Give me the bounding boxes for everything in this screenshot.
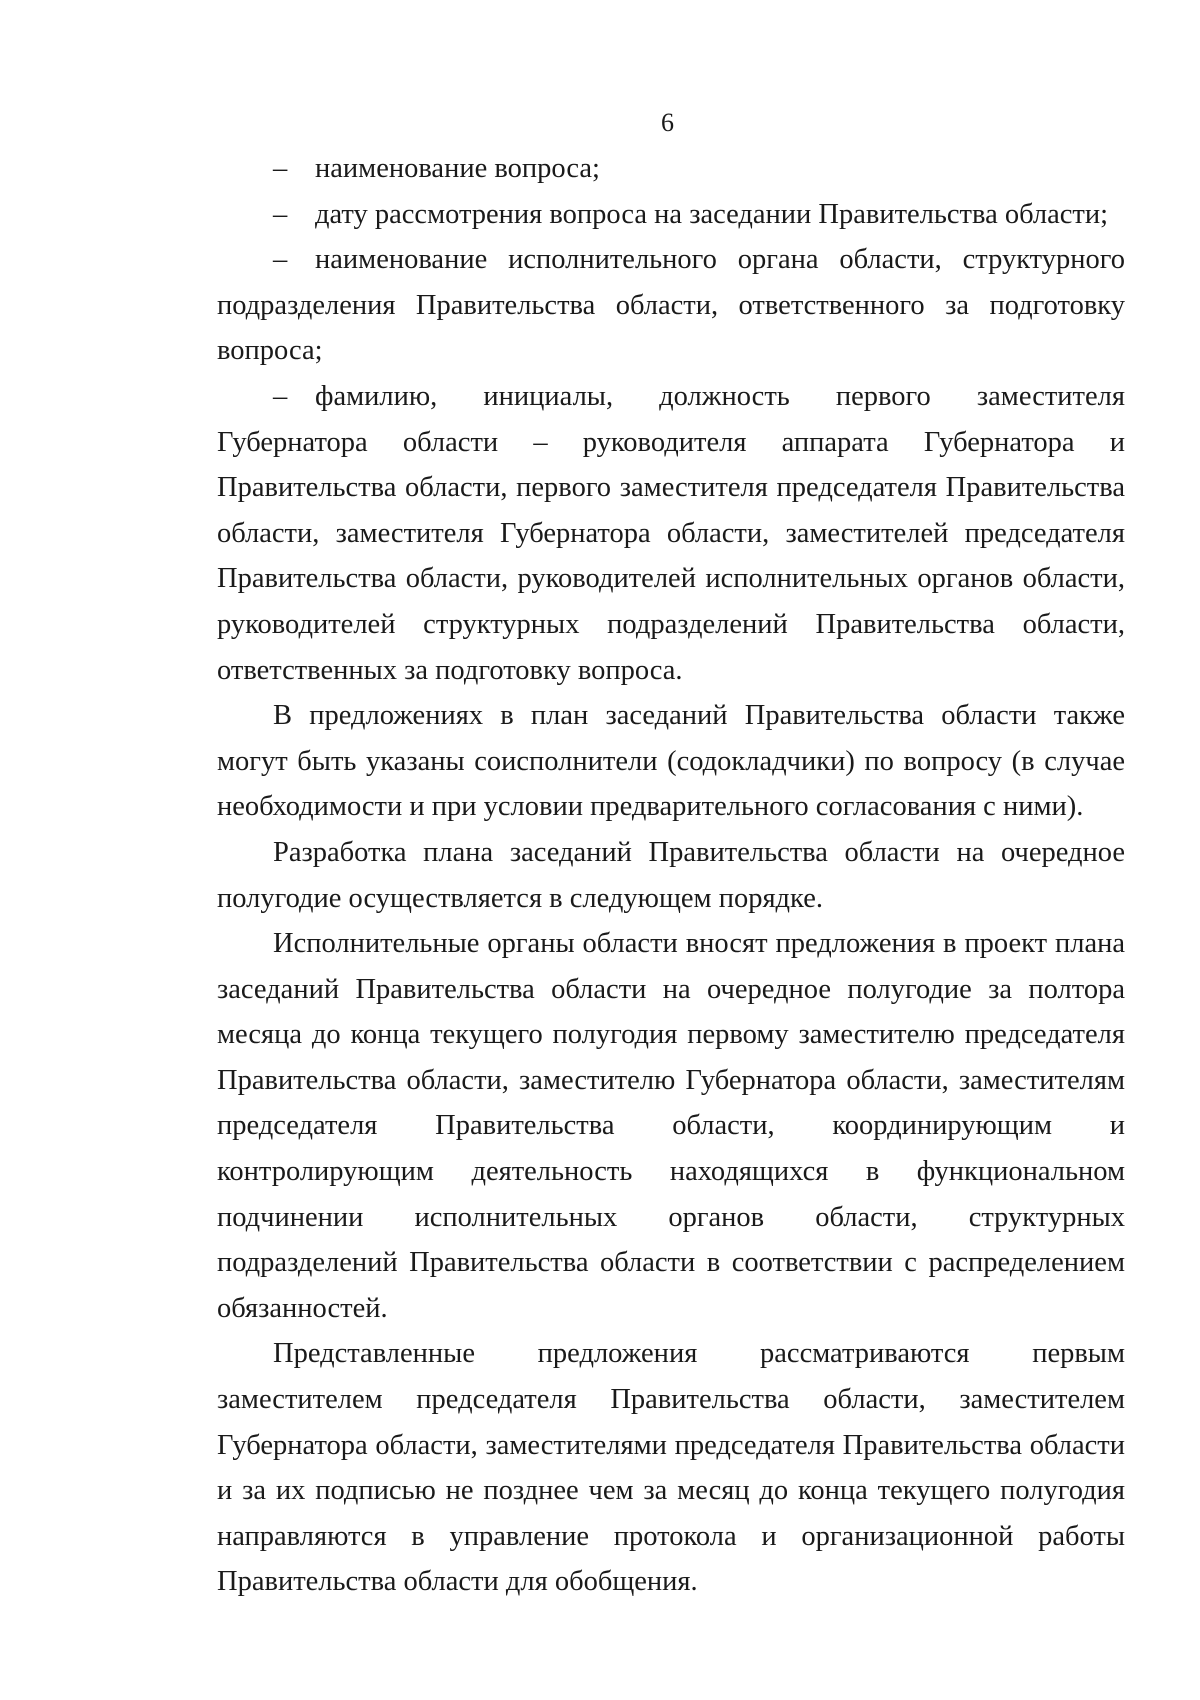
paragraph: Представленные предложения рассматриваются первым заместителем председателя Правительства области, заместителем Губернатора области, заместителями председателя Правительства области и за их подписью не позднее чем за месяц до конца текущего полугодия направляются в управление протокола и организационной работы Правительства области для обобщения. — [217, 1338, 1125, 1598]
paragraph: Исполнительные органы области вносят предложения в проект плана заседаний Правительства области на очередное полугодие за полтора месяца до конца текущего полугодия первому заместителю председателя Правительства области, заместителю Губернатора области, заместителям председателя Правительства области, координирующим и контролирующим деятельность находящихся в функциональном подчинении исполнительных органов области, структурных подразделений Правительства области в соответствии с распределением обязанностей. — [217, 928, 1125, 1324]
list-item-text: наименование вопроса; — [315, 153, 600, 184]
paragraph: Разработка плана заседаний Правительства области на очередное полугодие осуществляется в следующем порядке. — [217, 836, 1125, 914]
page-number: 6 — [661, 108, 674, 137]
list-item — [217, 146, 1125, 192]
paragraph: В предложениях в план заседаний Правительства области также могут быть указаны соисполнители (содокладчики) по вопросу (в случае необходимости и при условии предварительного согласования с ними). — [217, 700, 1125, 823]
list-item-text: дату рассмотрения вопроса на заседании Правительства области; — [315, 198, 1109, 230]
document-body — [217, 146, 1125, 1605]
list-item — [217, 237, 1125, 374]
list-marker: – — [273, 153, 288, 184]
list-item — [217, 374, 1125, 693]
list-item — [217, 192, 1125, 238]
list-item-text: фамилию, инициалы, должность первого заместителя Губернатора области – руководителя аппарата Губернатора и Правительства области, первого заместителя председателя Правительства области, заместителя Губернатора области, заместителей председателя Правительства области, руководителей исполнительных органов области, руководителей структурных подразделений Правительства области, ответственных за подготовку вопроса. — [217, 380, 1125, 686]
list-marker: – — [273, 380, 288, 412]
list-item-text: наименование исполнительного органа области, структурного подразделения Правительства области, ответственного за подготовку вопроса; — [217, 244, 1125, 367]
list-marker: – — [273, 198, 288, 230]
list-marker: – — [273, 244, 288, 276]
